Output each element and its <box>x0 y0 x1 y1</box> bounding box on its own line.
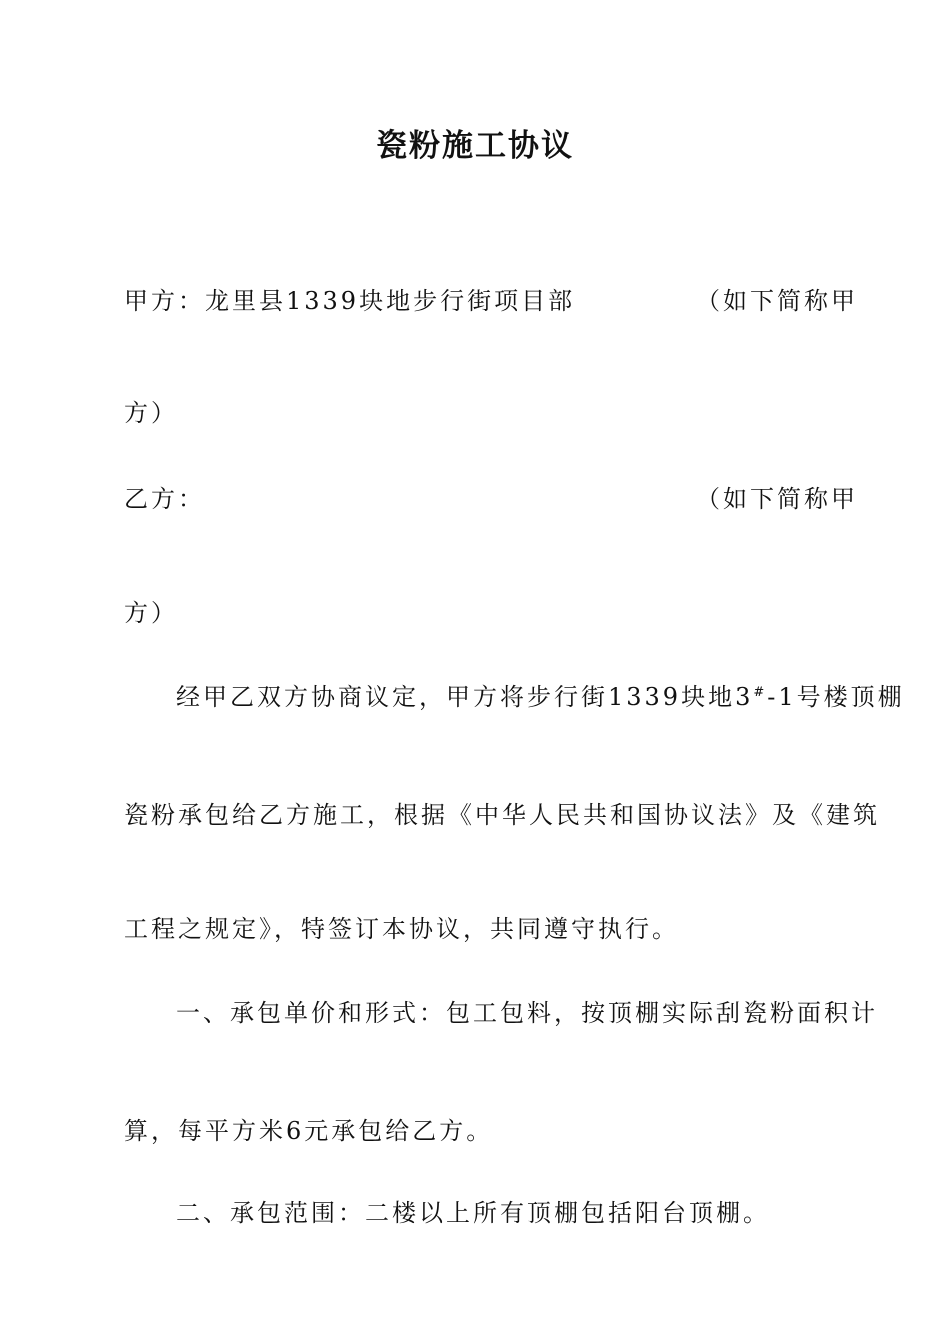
intro-line-1-sup: # <box>753 685 768 700</box>
party-a-line: 甲方：龙里县1339块地步行街项目部 <box>124 287 576 315</box>
party-b-abbr-open: （如下简称甲 <box>696 485 858 513</box>
intro-line-2: 瓷粉承包给乙方施工，根据《中华人民共和国协议法》及《建筑 <box>124 801 880 829</box>
intro-line-3: 工程之规定》，特签订本协议，共同遵守执行。 <box>124 915 679 943</box>
document-title: 瓷粉施工协议 <box>376 128 574 164</box>
clause-2-line-1: 二、承包范围：二楼以上所有顶棚包括阳台顶棚。 <box>176 1199 770 1227</box>
party-a-abbr-open: （如下简称甲 <box>696 287 858 315</box>
clause-1-line-1: 一、承包单价和形式：包工包料，按顶棚实际刮瓷粉面积计 <box>176 999 878 1027</box>
party-a-abbr-close: 方） <box>124 399 178 427</box>
party-b-line: 乙方： <box>124 485 205 513</box>
clause-1-line-2: 算，每平方米6元承包给乙方。 <box>124 1117 494 1145</box>
intro-line-1-before: 经甲乙双方协商议定，甲方将步行街1339块地3 <box>176 683 754 711</box>
party-b-abbr-close: 方） <box>124 599 178 627</box>
intro-line-1 <box>176 680 905 714</box>
intro-line-1-after: -1号楼顶棚 <box>767 683 905 711</box>
